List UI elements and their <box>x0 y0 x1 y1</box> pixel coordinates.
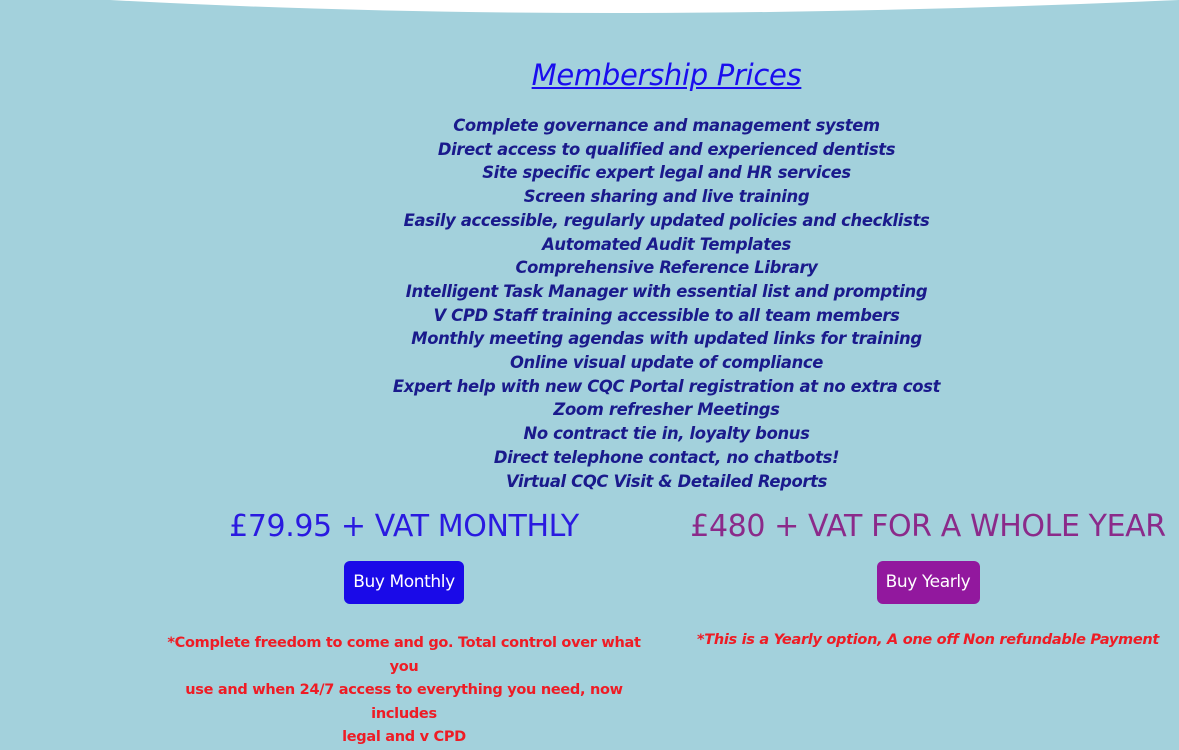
feature-item: Screen sharing and live training <box>523 187 810 207</box>
monthly-note-line: use and when 24/7 access to everything you need, now includes <box>185 682 623 722</box>
monthly-note-line: legal and v CPD <box>342 729 466 745</box>
monthly-price: £79.95 + VAT MONTHLY <box>229 509 579 544</box>
buy-monthly-button[interactable]: Buy Monthly <box>344 561 464 604</box>
feature-item: Easily accessible, regularly updated policies and checklists <box>403 210 930 230</box>
feature-item: Site specific expert legal and HR services <box>482 163 851 183</box>
top-wave-divider <box>0 0 1179 20</box>
monthly-note-line: *Complete freedom to come and go. Total control over what you <box>167 635 641 675</box>
feature-item: Expert help with new CQC Portal registration at no extra cost <box>392 376 941 396</box>
feature-item: V CPD Staff training accessible to all team members <box>433 305 900 325</box>
feature-item: Virtual CQC Visit & Detailed Reports <box>505 471 827 491</box>
feature-item: Direct access to qualified and experienced dentists <box>437 139 896 159</box>
feature-item: Monthly meeting agendas with updated links for training <box>411 329 922 349</box>
feature-item: Comprehensive Reference Library <box>515 258 818 278</box>
yearly-price: £480 + VAT FOR A WHOLE YEAR <box>690 509 1166 544</box>
feature-item: Direct telephone contact, no chatbots! <box>493 447 840 467</box>
feature-item: Intelligent Task Manager with essential list and prompting <box>405 281 928 301</box>
membership-title <box>0 58 1179 92</box>
monthly-plan <box>152 507 656 604</box>
feature-item: Automated Audit Templates <box>542 234 791 254</box>
feature-item: Complete governance and management system <box>453 116 880 135</box>
yearly-plan <box>676 507 1179 604</box>
membership-prices-link[interactable]: Membership Prices <box>531 58 802 92</box>
buy-yearly-button[interactable]: Buy Yearly <box>877 561 980 604</box>
feature-item: No contract tie in, loyalty bonus <box>523 424 810 444</box>
monthly-note <box>152 632 656 750</box>
feature-item: Zoom refresher Meetings <box>553 400 780 420</box>
yearly-note: *This is a Yearly option, A one off Non refundable Payment <box>696 632 1160 648</box>
features-list <box>0 114 1179 493</box>
feature-item: Online visual update of compliance <box>509 353 824 373</box>
